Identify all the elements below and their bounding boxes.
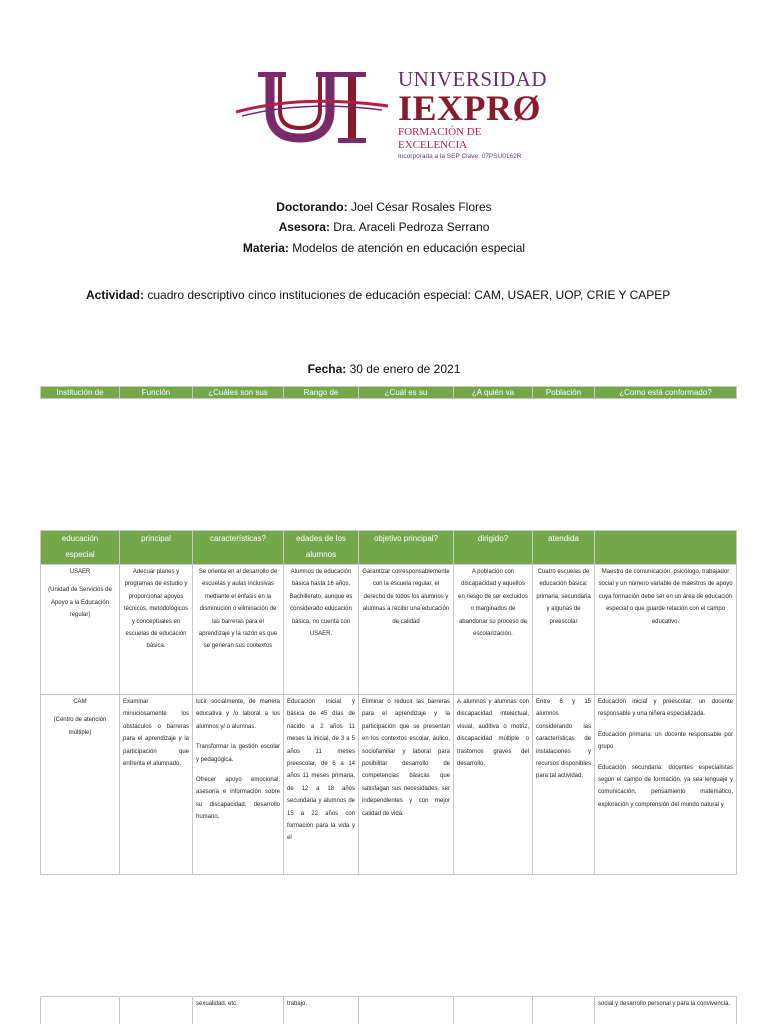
- doctorando-label: Doctorando:: [276, 200, 348, 214]
- cam-name: CAM: [73, 699, 87, 705]
- usaer-institution-cell: [41, 565, 120, 695]
- cam-institution-cell: [41, 695, 120, 875]
- cam-poblacion: Entre 6 y 15 alumnos considerando las características de instalaciones y recursos disponibles para tal actividad.: [533, 695, 595, 875]
- header-text: educación: [61, 534, 99, 543]
- usaer-name: USAER: [69, 569, 91, 575]
- actividad-label: Actividad:: [86, 288, 145, 302]
- header-text: alumnos: [305, 550, 337, 559]
- cont-caracteristicas: sexualidad, etc.: [193, 997, 284, 1024]
- header-institucion-cont: [41, 531, 120, 565]
- materia-label: Materia:: [242, 241, 289, 255]
- header-funcion-cont: [120, 531, 193, 565]
- header-conformado: ¿Como está conformado?: [595, 387, 737, 399]
- header-rango-cont: [284, 531, 359, 565]
- logo-iexpro: IEXPRØ: [398, 88, 542, 128]
- usaer-caracteristicas: Se orienta en al desarrollo de escuelas y aulas inclusivas mediante el énfasis en la disminución o eliminación de las barreras para el aprendizaje y la razón es que se generan sus contextos: [193, 565, 284, 695]
- actividad-line: [86, 288, 670, 302]
- usaer-edades: Alumnos de educación básica hasta 16 años. Bachillerato, aunque es considerado educación básica, no cuenta con USAER.: [284, 565, 359, 695]
- logo-tagline: FORMACIÓN DE EXCELENCIA: [398, 126, 482, 151]
- fecha-value: 30 de enero de 2021: [346, 362, 461, 376]
- header-dirigido-cont: [454, 531, 533, 565]
- cont-conformado: social y desarrollo personal y para la convivencia.: [595, 997, 737, 1024]
- cam-caracteristicas: [193, 695, 284, 875]
- cam-objetivo: Eliminar o reducir las barreras para el aprendizaje y la participación que se presentan en los contextos escolar, áulico, sociofamiliar y laboral para posibilitar desarrollo de competencias básicas que satisfagan sus necesidades, ser independientes y con mejor calidad de vida.: [359, 695, 454, 875]
- usaer-funcion: Adecuar planes y programas de estudio y proporcionar apoyos técnicos, metodológicos y conceptuales en escuelas de educación básica.: [120, 565, 193, 695]
- header-text: objetivo principal?: [373, 534, 439, 543]
- header-conformado-cont: [595, 531, 737, 565]
- cont-dirigido: [454, 997, 533, 1024]
- cont-institution: [41, 997, 120, 1024]
- materia-value: Modelos de atención en educación especial: [288, 241, 526, 255]
- table-header-top: [40, 386, 737, 399]
- header-institucion: Institución de: [41, 387, 120, 399]
- usaer-dirigido: A población con discapacidad y aquellos en riesgo de ser excluidos o marginados de abandonar su proceso de escolarización.: [454, 565, 533, 695]
- usaer-objetivo: Garantizar corresponsablemente con la escuela regular, el derecho de todos los alumnos y alumnas a recibir una educación de calidad: [359, 565, 454, 695]
- cam-caracteristicas-2: Transformar la gestión escolar y pedagógica.: [196, 744, 280, 763]
- asesora-value: Dra. Araceli Pedroza Serrano: [329, 220, 490, 234]
- cam-funcion: Examinar minuciosamente los obstáculos o barreras para el aprendizaje y la participación que enfrenta el alumnado.: [120, 695, 193, 875]
- doctorando-value: Joel César Rosales Flores: [347, 200, 492, 214]
- institutions-table: [40, 530, 737, 875]
- cam-dirigido: A alumnos y alumnas con discapacidad intelectual, visual, auditiva o motriz, discapacidad múltiple o trastornos graves del desarrollo.: [454, 695, 533, 875]
- header-objetivo-cont: [359, 531, 454, 565]
- header-text: dirigido?: [477, 534, 509, 543]
- table-row-continuation: [41, 997, 737, 1024]
- cam-conformado-3: Educación secundaria: docentes especialistas según el campo de formación, ya sea lenguaje y comunicación, pensamiento matemático, exploración y comprensión del mundo natural y: [598, 764, 733, 808]
- continuation-table: [40, 996, 737, 1024]
- header-rango: Rango de: [284, 387, 359, 399]
- header-dirigido: ¿A quién va: [454, 387, 533, 399]
- header-text: especial: [65, 550, 95, 559]
- logo-clave: Incorporada a la SEP Clave: 07PSU0162R: [398, 153, 522, 160]
- logo-universidad: UNIVERSIDAD: [398, 67, 547, 91]
- asesora-label: Asesora:: [278, 220, 330, 234]
- table-row-cam: [41, 695, 737, 875]
- header-text: edades de los: [296, 534, 346, 543]
- header-objetivo: ¿Cuál es su: [359, 387, 454, 399]
- table-row-usaer: [41, 565, 737, 695]
- header-text: principal: [141, 534, 171, 543]
- cam-edades: Educación inicial y básica de 45 días de nacido a 2 años 11 meses la inicial, de 3 a 5 años 11 meses preescolar, de 6 a 14 años 11 meses primaria, de 12 a 18 años secundaria y alumnos de 15 a 22 años con formación para la vida y el: [284, 695, 359, 875]
- usaer-poblacion: Cuatro escuelas de educación básica: primaria, secundaria y algunas de preescolar: [533, 565, 595, 695]
- cont-funcion: [120, 997, 193, 1024]
- header-text: atendida: [548, 534, 579, 543]
- doctorando-line: [0, 200, 768, 214]
- cam-conformado-1: Educación inicial y preescolar: un docente responsable y una niñera especializada.: [598, 699, 733, 718]
- cam-conformado-2: Educación primaria: un docente responsable por grupo: [598, 731, 733, 751]
- logo-wordmark: [398, 68, 547, 161]
- table-header-bottom: [41, 531, 737, 565]
- fecha-label: Fecha:: [307, 362, 347, 376]
- header-caracteristicas-cont: [193, 531, 284, 565]
- cam-caracteristicas-3: Ofrecer apoyo emocional, asesoría e información sobre su discapacidad, desarrollo humano,: [196, 777, 280, 821]
- header-text: características?: [209, 534, 267, 543]
- usaer-conformado: Maestro de comunicación, psicólogo, trabajador social y un número variable de maestros de apoyo cuya formación debe ser en un área de educación especial o que guarde relación con el campo educativo.: [595, 565, 737, 695]
- ui-monogram-icon: [232, 66, 392, 148]
- actividad-value: cuadro descriptivo cinco instituciones de educación especial: CAM, USAER, UOP, CRIE Y CAPEP: [144, 288, 671, 302]
- cam-subtitle: (Centro de atención múltiple): [53, 717, 107, 736]
- cam-caracteristicas-1: lucir socialmente, de manera educativa y /o laboral a los alumnos y/ o alumnas.: [196, 699, 280, 730]
- cont-poblacion: [533, 997, 595, 1024]
- header-funcion: Función: [120, 387, 193, 399]
- asesora-line: [0, 220, 768, 234]
- header-poblacion: Población: [533, 387, 595, 399]
- fecha-line: [0, 362, 768, 376]
- university-logo: [232, 66, 547, 160]
- header-poblacion-cont: [533, 531, 595, 565]
- header-caracteristicas: ¿Cuáles son sus: [193, 387, 284, 399]
- cont-edades: trabajo.: [284, 997, 359, 1024]
- cont-objetivo: [359, 997, 454, 1024]
- usaer-subtitle: (Unidad de Servicios de Apoyo a la Educación regular): [48, 587, 112, 619]
- materia-line: [0, 241, 768, 255]
- cam-conformado: [595, 695, 737, 875]
